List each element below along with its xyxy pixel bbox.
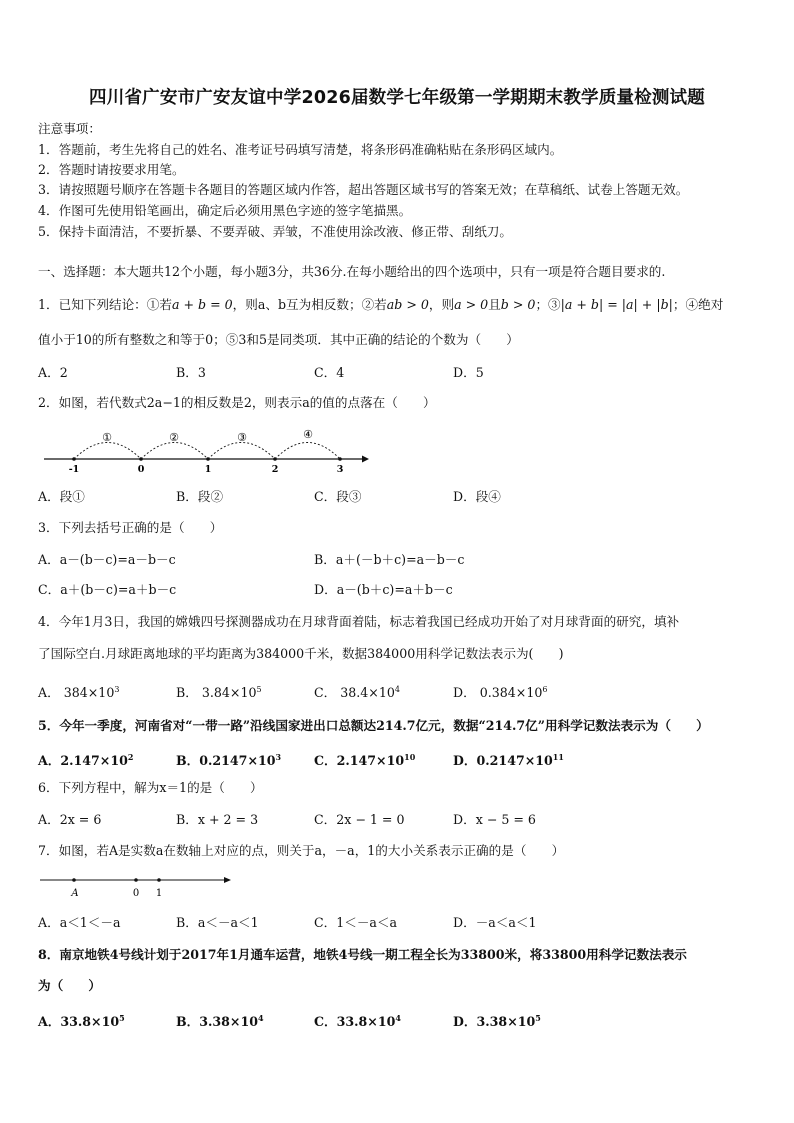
q8-option-a-label: A． xyxy=(38,1014,61,1030)
q2-tick-label-3: 3 xyxy=(336,464,344,475)
q3-option-b[interactable]: B．a＋(－b＋c)=a－b－c xyxy=(314,552,465,567)
q5-option-b-base: 0.2147×10 xyxy=(199,753,276,769)
q2-arc-2 xyxy=(141,443,208,460)
q2-arc-4 xyxy=(275,443,340,460)
q4-option-d-label: D． xyxy=(453,685,476,701)
q5-option-b-label: B． xyxy=(176,753,200,769)
q2-segment-label-1: ① xyxy=(102,431,112,444)
question-8-line-2: 为（ ） xyxy=(38,978,101,993)
q5-option-b[interactable] xyxy=(176,749,281,769)
q4-option-d-exp: 6 xyxy=(542,685,548,694)
q7-option-b[interactable]: B．a＜－a＜1 xyxy=(176,915,259,930)
q4-option-b-label: B． xyxy=(176,685,198,701)
q4-option-c-base: 38.4×10 xyxy=(340,685,395,701)
q2-tick-label-0: 0 xyxy=(137,464,145,475)
question-1-line-2: 值小于10的所有整数之和等于0；⑤3和5是同类项．其中正确的结论的个数为（ ） xyxy=(38,332,519,347)
q2-tick-label-minus-1: -1 xyxy=(68,464,80,475)
q7-number-line xyxy=(38,870,238,900)
q8-option-a-base: 33.8×10 xyxy=(60,1014,120,1030)
q8-option-a[interactable] xyxy=(38,1010,125,1030)
q4-option-a-label: A． xyxy=(38,685,60,701)
q1-option-d[interactable]: D．5 xyxy=(453,365,484,380)
q8-option-b-exp: 4 xyxy=(258,1013,264,1023)
q5-option-c-base: 2.147×10 xyxy=(336,753,405,769)
notice-heading: 注意事项： xyxy=(38,121,101,136)
q4-option-a-base: 384×10 xyxy=(63,685,115,701)
q2-axis-arrow xyxy=(362,456,369,463)
q1-text-c: ，则 xyxy=(428,297,455,312)
q8-option-a-exp: 5 xyxy=(119,1013,125,1023)
q2-option-a[interactable]: A．段① xyxy=(38,489,85,504)
q8-option-d-base: 3.38×10 xyxy=(476,1014,536,1030)
q1-expr-4: b > 0 xyxy=(500,297,536,312)
q8-option-d-label: D． xyxy=(453,1014,477,1030)
notice-item-2: 2．答题时请按要求用笔。 xyxy=(38,162,185,177)
q7-label-1: 1 xyxy=(155,888,163,899)
q4-option-b-base: 3.84×10 xyxy=(201,685,257,701)
question-4-line-2: 了国际空白.月球距离地球的平均距离为384000千米，数据384000用科学记数法表示为( ) xyxy=(38,646,564,661)
q7-option-d[interactable]: D．－a＜a＜1 xyxy=(453,915,537,930)
q2-tick-label-1: 1 xyxy=(204,464,212,475)
q1-expr-5: |a + b| = |a| + |b| xyxy=(560,297,673,312)
q1-option-a[interactable]: A．2 xyxy=(38,365,68,380)
q5-option-a[interactable] xyxy=(38,749,133,769)
q7-option-a[interactable]: A．a＜1＜－a xyxy=(38,915,121,930)
q2-segment-label-2: ② xyxy=(169,431,179,444)
question-6-text: 6．下列方程中，解为x＝1的是（ ） xyxy=(38,780,263,795)
q5-option-c[interactable] xyxy=(314,749,415,769)
question-8-line-1: 8．南京地铁4号线计划于2017年1月通车运营，地铁4号线一期工程全长为33800米，将33800用科学记数法表示 xyxy=(38,947,687,962)
question-1-line-1 xyxy=(38,297,723,313)
q4-option-a-exp: 3 xyxy=(114,685,120,694)
q3-option-a[interactable]: A．a－(b－c)=a－b－c xyxy=(38,552,176,567)
q1-option-c[interactable]: C．4 xyxy=(314,365,345,380)
q4-option-b-exp: 5 xyxy=(256,685,262,694)
q4-option-d-base: 0.384×10 xyxy=(479,685,543,701)
q7-point-a xyxy=(72,878,76,882)
question-3-text: 3．下列去括号正确的是（ ） xyxy=(38,520,223,535)
q8-option-d[interactable] xyxy=(453,1010,541,1030)
q6-option-a[interactable]: A．2x = 6 xyxy=(38,812,102,827)
q2-arc-3 xyxy=(208,443,275,460)
q8-option-c-base: 33.8×10 xyxy=(336,1014,396,1030)
notice-item-3: 3．请按照题号顺序在答题卡各题目的答题区域内作答，超出答题区域书写的答案无效；在草稿纸、试卷上答题无效。 xyxy=(38,182,689,197)
q2-segment-label-3: ③ xyxy=(237,431,247,444)
q8-option-c-exp: 4 xyxy=(395,1013,401,1023)
q5-option-a-exp: 2 xyxy=(127,752,134,762)
question-2-text: 2．如图，若代数式2a−1的相反数是2，则表示a的值的点落在（ ） xyxy=(38,395,436,410)
q1-expr-2: ab > 0 xyxy=(386,297,429,312)
q7-label-a: A xyxy=(71,888,79,899)
q4-option-b[interactable] xyxy=(176,682,262,701)
q5-option-d[interactable] xyxy=(453,749,564,769)
q2-tick-label-2: 2 xyxy=(271,464,279,475)
q2-number-line xyxy=(38,422,378,478)
q4-option-c-label: C． xyxy=(314,685,337,701)
q1-text-b: ，则a、b互为相反数；②若 xyxy=(232,297,387,312)
q5-option-d-label: D． xyxy=(453,753,477,769)
page-title: 四川省广安市广安友谊中学2026届数学七年级第一学期期末教学质量检测试题 xyxy=(89,88,705,108)
q6-option-d[interactable]: D．x − 5 = 6 xyxy=(453,812,536,827)
q1-text-d: 且 xyxy=(488,297,501,312)
q2-arc-1 xyxy=(74,443,141,460)
q1-option-b[interactable]: B．3 xyxy=(176,365,206,380)
notice-item-5: 5．保持卡面清洁，不要折暴、不要弄破、弄皱，不准使用涂改液、修正带、刮纸刀。 xyxy=(38,224,512,239)
q8-option-c[interactable] xyxy=(314,1010,401,1030)
q5-option-a-label: A． xyxy=(38,753,61,769)
q4-option-a[interactable] xyxy=(38,682,119,701)
q8-option-b[interactable] xyxy=(176,1010,264,1030)
q8-option-b-base: 3.38×10 xyxy=(199,1014,259,1030)
q1-text-f: ；④绝对 xyxy=(672,297,724,312)
q2-segment-label-4: ④ xyxy=(303,428,313,441)
q5-option-a-base: 2.147×10 xyxy=(60,753,128,769)
q1-text-a: 1．已知下列结论：①若 xyxy=(38,297,172,312)
section-heading: 一、选择题：本大题共12个小题，每小题3分，共36分.在每小题给出的四个选项中，只有一项是符合题目要求的. xyxy=(38,264,666,279)
q4-option-c-exp: 4 xyxy=(394,685,400,694)
q1-expr-1: a + b = 0 xyxy=(171,297,233,312)
q3-option-d[interactable]: D．a－(b＋c)=a＋b－c xyxy=(314,582,453,597)
q4-option-d[interactable] xyxy=(453,682,547,701)
q7-point-0 xyxy=(134,878,138,882)
notice-item-4: 4．作图可先使用铅笔画出，确定后必须用黑色字迹的签字笔描黑。 xyxy=(38,203,412,218)
notice-item-1: 1．答题前，考生先将自己的姓名、准考证号码填写清楚，将条形码准确粘贴在条形码区域内。 xyxy=(38,142,563,157)
q2-option-c[interactable]: C．段③ xyxy=(314,489,362,504)
q6-option-c[interactable]: C．2x − 1 = 0 xyxy=(314,812,405,827)
question-7-text: 7．如图，若A是实数a在数轴上对应的点，则关于a，－a，1的大小关系表示正确的是（ ） xyxy=(38,843,565,858)
question-4-line-1: 4．今年1月3日，我国的嫦娥四号探测器成功在月球背面着陆，标志着我国已经成功开始了对月球背面的研究，填补 xyxy=(38,614,680,629)
q7-option-c[interactable]: C．1＜－a＜a xyxy=(314,915,398,930)
q2-option-b[interactable]: B．段② xyxy=(176,489,224,504)
question-5-text: 5．今年一季度，河南省对“一带一路”沿线国家进出口总额达214.7亿元，数据“214.7亿”用科学记数法表示为（ ） xyxy=(38,718,709,733)
q5-option-c-label: C． xyxy=(314,753,337,769)
q1-expr-3: a > 0 xyxy=(454,297,489,312)
q3-option-c[interactable]: C．a＋(b－c)=a＋b－c xyxy=(38,582,177,597)
q4-option-c[interactable] xyxy=(314,682,400,701)
q7-axis-arrow xyxy=(224,877,231,883)
q5-option-b-exp: 3 xyxy=(275,752,282,762)
q2-option-d[interactable]: D．段④ xyxy=(453,489,501,504)
q6-option-b[interactable]: B．x + 2 = 3 xyxy=(176,812,259,827)
q5-option-c-exp: 10 xyxy=(404,752,416,762)
q8-option-b-label: B． xyxy=(176,1014,200,1030)
q1-text-e: ；③ xyxy=(535,297,561,312)
q8-option-d-exp: 5 xyxy=(535,1013,541,1023)
q7-point-1 xyxy=(157,878,161,882)
q5-option-d-base: 0.2147×10 xyxy=(476,753,553,769)
q5-option-d-exp: 11 xyxy=(552,752,564,762)
q7-label-0: 0 xyxy=(132,888,140,899)
q8-option-c-label: C． xyxy=(314,1014,337,1030)
